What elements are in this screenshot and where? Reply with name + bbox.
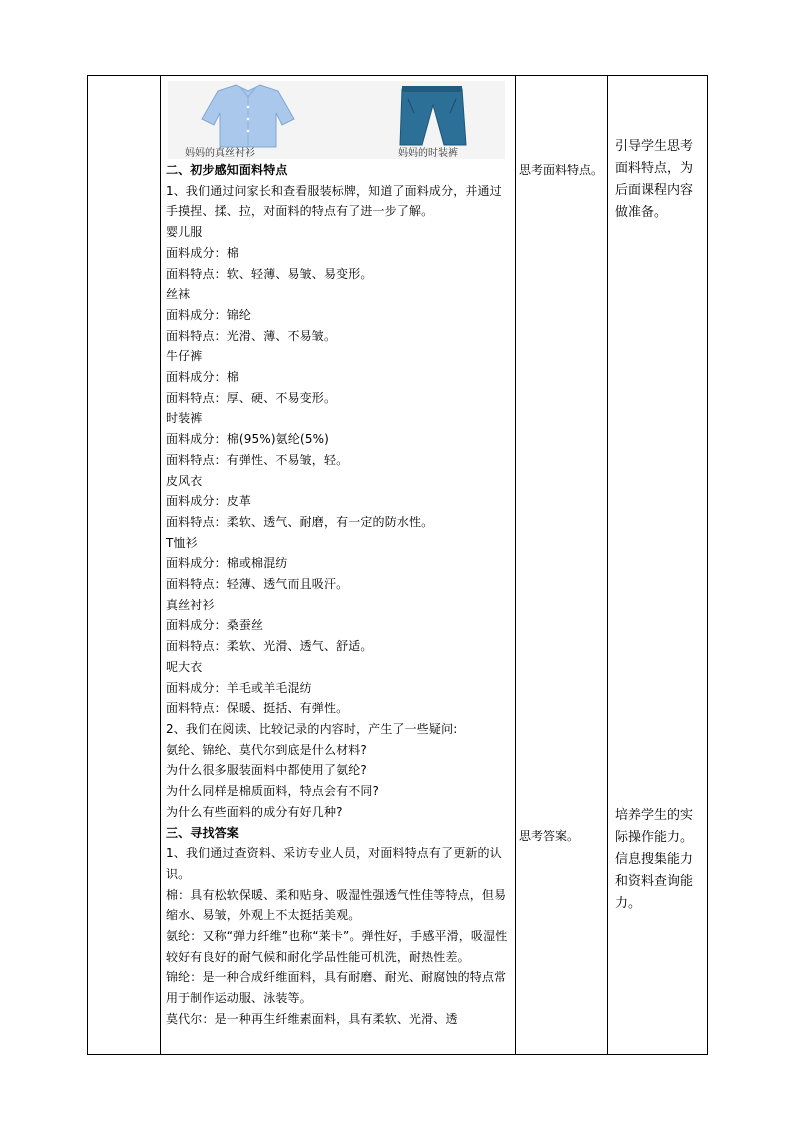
item-component: 面料成分：棉或棉混纺 [166, 556, 288, 571]
column-divider [160, 76, 161, 1054]
section3-title: 三、寻找答案 [166, 825, 239, 840]
question: 为什么很多服装面料中都使用了氨纶? [166, 763, 367, 778]
item-feature: 面料特点：厚、硬、不易变形。 [166, 390, 337, 405]
question: 为什么有些面料的成分有好几种? [166, 804, 343, 819]
lesson-table [87, 75, 708, 1055]
definition-modal: 莫代尔：是一种再生纤维素面料，具有柔软、光滑、透 [166, 1011, 458, 1026]
definition-cotton: 棉：具有松软保暖、柔和贴身、吸湿性强透气性佳等特点，但易缩水、易皱，外观上不太挺括美观。 [166, 887, 507, 923]
item-component: 面料成分：羊毛或羊毛混纺 [166, 680, 312, 695]
item-name: 皮风衣 [166, 473, 203, 488]
question: 氨纶、锦纶、莫代尔到底是什么材料? [166, 742, 367, 757]
item-name: 牛仔裤 [166, 349, 203, 364]
item-feature: 面料特点：有弹性、不易皱，轻。 [166, 452, 349, 467]
student-activity-1: 思考面料特点。 [519, 163, 604, 177]
item-feature: 面料特点：柔软、透气、耐磨，有一定的防水性。 [166, 514, 434, 529]
item-component: 面料成分：棉 [166, 245, 239, 260]
paragraph: 2、我们在阅读、比较记录的内容时，产生了一些疑问: [166, 721, 458, 736]
column-divider [607, 76, 608, 1054]
item-component: 面料成分：棉(95%)氨纶(5%) [166, 432, 329, 447]
item-name: 真丝衬衫 [166, 597, 215, 612]
main-content [166, 160, 512, 1030]
shirt-caption: 妈妈的真丝衬衫 [185, 148, 255, 159]
section2-title: 二、初步感知面料特点 [166, 163, 288, 177]
item-feature: 面料特点：柔软、光滑、透气、舒适。 [166, 639, 373, 654]
definition-nylon: 锦纶：是一种合成纤维面料，具有耐磨、耐光、耐腐蚀的特点常用于制作运动服、泳装等。 [166, 970, 507, 1006]
item-feature: 面料特点：软、轻薄、易皱、易变形。 [166, 266, 373, 281]
paragraph: 1、我们通过问家长和查看服装标牌，知道了面料成分，并通过手摸捏、揉、拉，对面料的特点有了进一步了解。 [166, 183, 502, 219]
item-feature: 面料特点：保暖、挺括、有弹性。 [166, 701, 349, 716]
item-component: 面料成分：皮革 [166, 494, 252, 509]
item-name: 丝袜 [166, 287, 191, 302]
clothing-photo-strip [168, 81, 505, 159]
item-name: T恤衫 [166, 535, 198, 550]
item-component: 面料成分：锦纶 [166, 307, 252, 322]
paragraph: 1、我们通过查资料、采访专业人员，对面料特点有了更新的认识。 [166, 846, 502, 881]
item-feature: 面料特点：光滑、薄、不易皱。 [166, 328, 337, 343]
item-name: 婴儿服 [166, 225, 203, 240]
pants-caption: 妈妈的时装裤 [398, 148, 458, 159]
student-activity-2: 思考答案。 [519, 829, 580, 843]
item-feature: 面料特点：轻薄、透气而且吸汗。 [166, 577, 349, 592]
item-name: 呢大衣 [166, 659, 203, 674]
definition-spandex: 氨纶：又称“弹力纤维”也称“莱卡”。弹性好，手感平滑，吸湿性较好有良好的耐气候和耐化学品性能可机洗，耐热性差。 [166, 929, 508, 964]
item-name: 时装裤 [166, 411, 203, 426]
design-intent-1: 引导学生思考面料特点，为后面课程内容做准备。 [615, 139, 694, 220]
item-component: 面料成分：桑蚕丝 [166, 618, 264, 633]
column-divider [515, 76, 516, 1054]
design-intent-2: 培养学生的实际操作能力。信息搜集能力和资料查询能力。 [615, 808, 694, 911]
question: 为什么同样是棉质面料，特点会有不同? [166, 784, 380, 799]
item-component: 面料成分：棉 [166, 370, 239, 385]
